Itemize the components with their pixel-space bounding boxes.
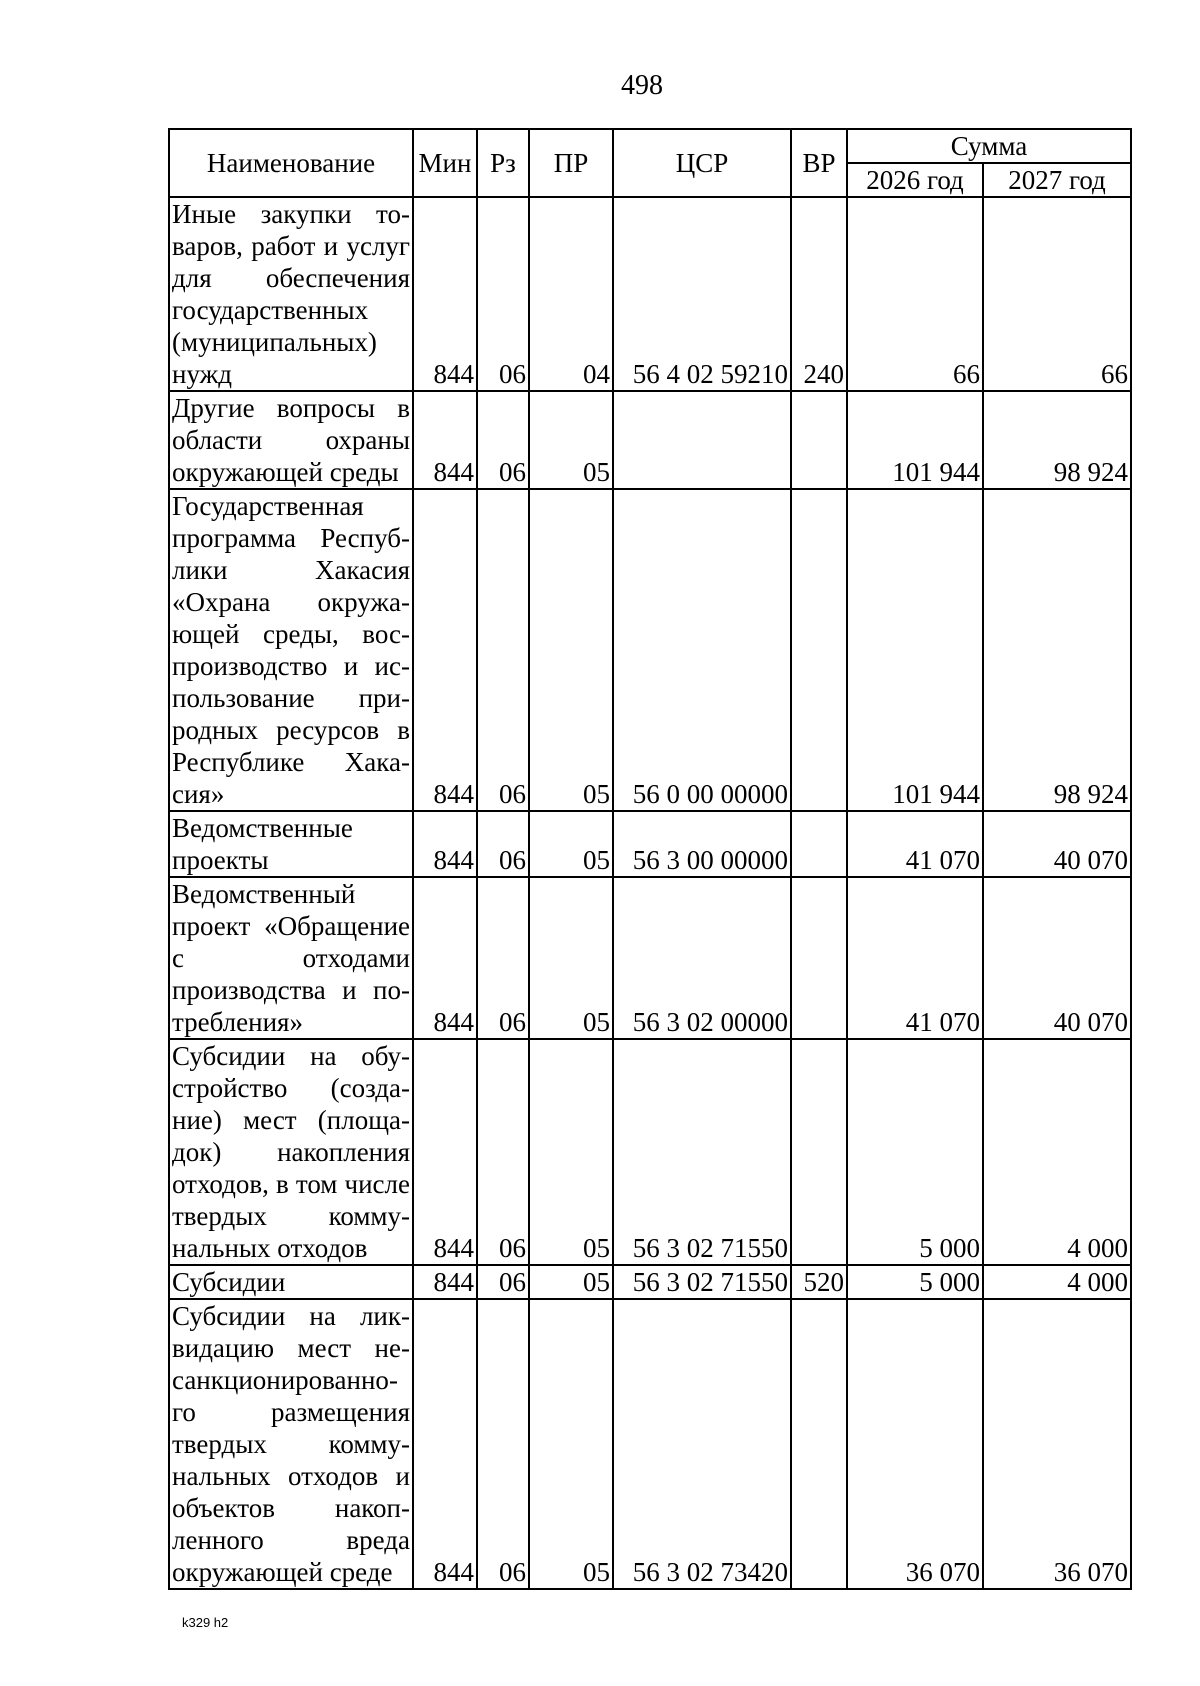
cell-2027: 4 000: [983, 1265, 1131, 1299]
cell-2026: 66: [847, 197, 983, 391]
cell-2027: 36 070: [983, 1299, 1131, 1589]
table-row: [169, 1039, 1131, 1265]
cell-2026: 5 000: [847, 1039, 983, 1265]
table-row: [169, 489, 1131, 811]
cell-2026: 36 070: [847, 1299, 983, 1589]
cell-pr: 05: [529, 489, 613, 811]
cell-2027: 4 000: [983, 1039, 1131, 1265]
cell-rz: 06: [477, 1265, 529, 1299]
cell-vr: [791, 1299, 847, 1589]
cell-rz: 06: [477, 1039, 529, 1265]
cell-csr: [613, 391, 791, 489]
cell-pr: 05: [529, 1299, 613, 1589]
header-year-2026: 2026 год: [847, 163, 983, 197]
header-csr: ЦСР: [613, 129, 791, 197]
cell-name: Иные закупки товаров, работ и услуг для обеспечения государственных (муниципальных) нужд: [169, 197, 413, 391]
cell-name: Ведомственные проекты: [169, 811, 413, 877]
cell-vr: [791, 1039, 847, 1265]
page-number: 498: [621, 70, 663, 101]
cell-pr: 04: [529, 197, 613, 391]
cell-name: Ведомственный проект «Обращение с отходами производства и потребления»: [169, 877, 413, 1039]
header-min: Мин: [413, 129, 477, 197]
table-row: [169, 1299, 1131, 1589]
table-body: [169, 197, 1131, 1589]
cell-min: 844: [413, 877, 477, 1039]
cell-2026: 41 070: [847, 877, 983, 1039]
cell-csr: 56 3 02 00000: [613, 877, 791, 1039]
header-sum: Сумма: [847, 129, 1131, 163]
document-code: k329 h2: [182, 1615, 229, 1630]
header-rz: Рз: [477, 129, 529, 197]
cell-min: 844: [413, 811, 477, 877]
cell-2026: 101 944: [847, 489, 983, 811]
cell-rz: 06: [477, 391, 529, 489]
cell-csr: 56 3 02 73420: [613, 1299, 791, 1589]
cell-rz: 06: [477, 489, 529, 811]
table-header: [169, 129, 1131, 197]
cell-min: 844: [413, 489, 477, 811]
cell-2026: 41 070: [847, 811, 983, 877]
table-row: [169, 877, 1131, 1039]
cell-rz: 06: [477, 811, 529, 877]
cell-2027: 98 924: [983, 489, 1131, 811]
cell-min: 844: [413, 197, 477, 391]
cell-min: 844: [413, 1265, 477, 1299]
cell-pr: 05: [529, 1265, 613, 1299]
header-year-2027: 2027 год: [983, 163, 1131, 197]
cell-min: 844: [413, 1039, 477, 1265]
cell-pr: 05: [529, 877, 613, 1039]
cell-vr: [791, 877, 847, 1039]
cell-2026: 101 944: [847, 391, 983, 489]
cell-2026: 5 000: [847, 1265, 983, 1299]
cell-pr: 05: [529, 391, 613, 489]
cell-name: Другие вопросы в области охраны окружающей среды: [169, 391, 413, 489]
cell-vr: [791, 811, 847, 877]
cell-2027: 66: [983, 197, 1131, 391]
budget-table: [168, 128, 1132, 1590]
cell-csr: 56 3 00 00000: [613, 811, 791, 877]
cell-rz: 06: [477, 877, 529, 1039]
cell-pr: 05: [529, 1039, 613, 1265]
header-name: Наименование: [169, 129, 413, 197]
cell-2027: 98 924: [983, 391, 1131, 489]
cell-pr: 05: [529, 811, 613, 877]
cell-csr: 56 3 02 71550: [613, 1265, 791, 1299]
cell-2027: 40 070: [983, 877, 1131, 1039]
table-row: [169, 197, 1131, 391]
cell-vr: 520: [791, 1265, 847, 1299]
cell-2027: 40 070: [983, 811, 1131, 877]
table-row: [169, 391, 1131, 489]
table-row: [169, 811, 1131, 877]
cell-csr: 56 3 02 71550: [613, 1039, 791, 1265]
cell-name: Субсидии на обустройство (создание) мест (площадок) накопления отходов, в том числе твердых коммунальных отходов: [169, 1039, 413, 1265]
cell-name: Государственная программа Республики Хакасия «Охрана окружающей среды, воспроизводство и использование природных ресурсов в Республике Хакасия»: [169, 489, 413, 811]
cell-name: Субсидии на ликвидацию мест несанкционированного размещения твердых коммунальных отходов и объектов накопленного вреда окружающей среде: [169, 1299, 413, 1589]
cell-name: Субсидии: [169, 1265, 413, 1299]
cell-vr: [791, 489, 847, 811]
cell-min: 844: [413, 1299, 477, 1589]
header-vr: ВР: [791, 129, 847, 197]
header-pr: ПР: [529, 129, 613, 197]
cell-csr: 56 4 02 59210: [613, 197, 791, 391]
cell-min: 844: [413, 391, 477, 489]
cell-rz: 06: [477, 197, 529, 391]
cell-vr: [791, 391, 847, 489]
cell-csr: 56 0 00 00000: [613, 489, 791, 811]
table-row: [169, 1265, 1131, 1299]
cell-rz: 06: [477, 1299, 529, 1589]
cell-vr: 240: [791, 197, 847, 391]
